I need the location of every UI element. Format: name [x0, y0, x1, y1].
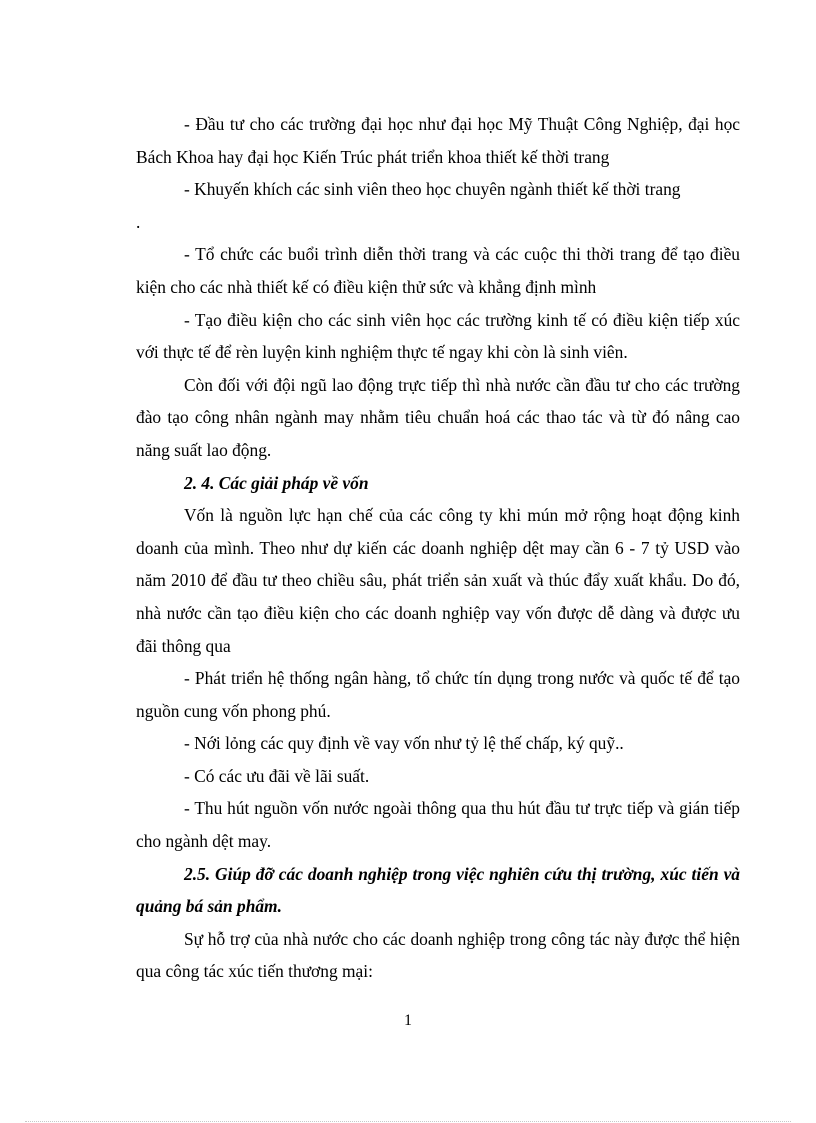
page-number: 1 — [404, 1012, 412, 1029]
page-bottom-divider — [25, 1121, 791, 1122]
paragraph-direct-labor: Còn đối với đội ngũ lao động trực tiếp thì nhà nước cần đầu tư cho các trường đào tạo công nhân ngành may nhằm tiêu chuẩn hoá các thao tác và từ đó nâng cao năng suất lao động. — [136, 374, 740, 460]
document-body — [136, 108, 740, 988]
bullet-foreign-capital: - Thu hút nguồn vốn nước ngoài thông qua thu hút đầu tư trực tiếp và gián tiếp cho ngành dệt may. — [136, 798, 740, 852]
paragraph-state-support: Sự hỗ trợ của nhà nước cho các doanh nghiệp trong công tác này được thể hiện qua công tác xúc tiến thương mại: — [136, 928, 740, 982]
heading-capital-solutions: 2. 4. Các giải pháp về vốn — [184, 472, 369, 493]
bullet-fashion-shows: - Tổ chức các buổi trình diễn thời trang và các cuộc thi thời trang để tạo điều kiện cho các nhà thiết kế có điều kiện thử sức và khẳng định mình — [136, 244, 740, 297]
heading-market-research: 2.5. Giúp đỡ các doanh nghiệp trong việc nghiên cứu thị trường, xúc tiến và quảng bá sản phẩm. — [136, 863, 740, 917]
stray-period: . — [136, 211, 141, 232]
bullet-encourage-students: - Khuyến khích các sinh viên theo học chuyên ngành thiết kế thời trang — [184, 179, 681, 200]
bullet-interest-incentives: - Có các ưu đãi về lãi suất. — [184, 765, 370, 786]
bullet-invest-universities: - Đầu tư cho các trường đại học như đại học Mỹ Thuật Công Nghiệp, đại học Bách Khoa hay đại học Kiến Trúc phát triển khoa thiết kế thời trang — [136, 114, 740, 167]
paragraph-capital: Vốn là nguồn lực hạn chế của các công ty khi mún mở rộng hoạt động kinh doanh của mình. Theo như dự kiến các doanh nghiệp dệt may cần 6 - 7 tỷ USD vào năm 2010 để đầu tư theo chiều sâu, phát triển sản xuất và thúc đẩy xuất khẩu. Do đó, nhà nước cần tạo điều kiện cho các doanh nghiệp vay vốn được dễ dàng và được ưu đãi thông qua — [136, 505, 740, 656]
bullet-loan-regulations: - Nới lỏng các quy định về vay vốn như tỷ lệ thế chấp, ký quỹ.. — [184, 733, 624, 754]
bullet-banking-system: - Phát triển hệ thống ngân hàng, tổ chức tín dụng trong nước và quốc tế để tạo nguồn cung vốn phong phú. — [136, 668, 740, 721]
bullet-practical-experience: - Tạo điều kiện cho các sinh viên học các trường kinh tế có điều kiện tiếp xúc với thực tế để rèn luyện kinh nghiệm thực tế ngay khi còn là sinh viên. — [136, 309, 740, 363]
